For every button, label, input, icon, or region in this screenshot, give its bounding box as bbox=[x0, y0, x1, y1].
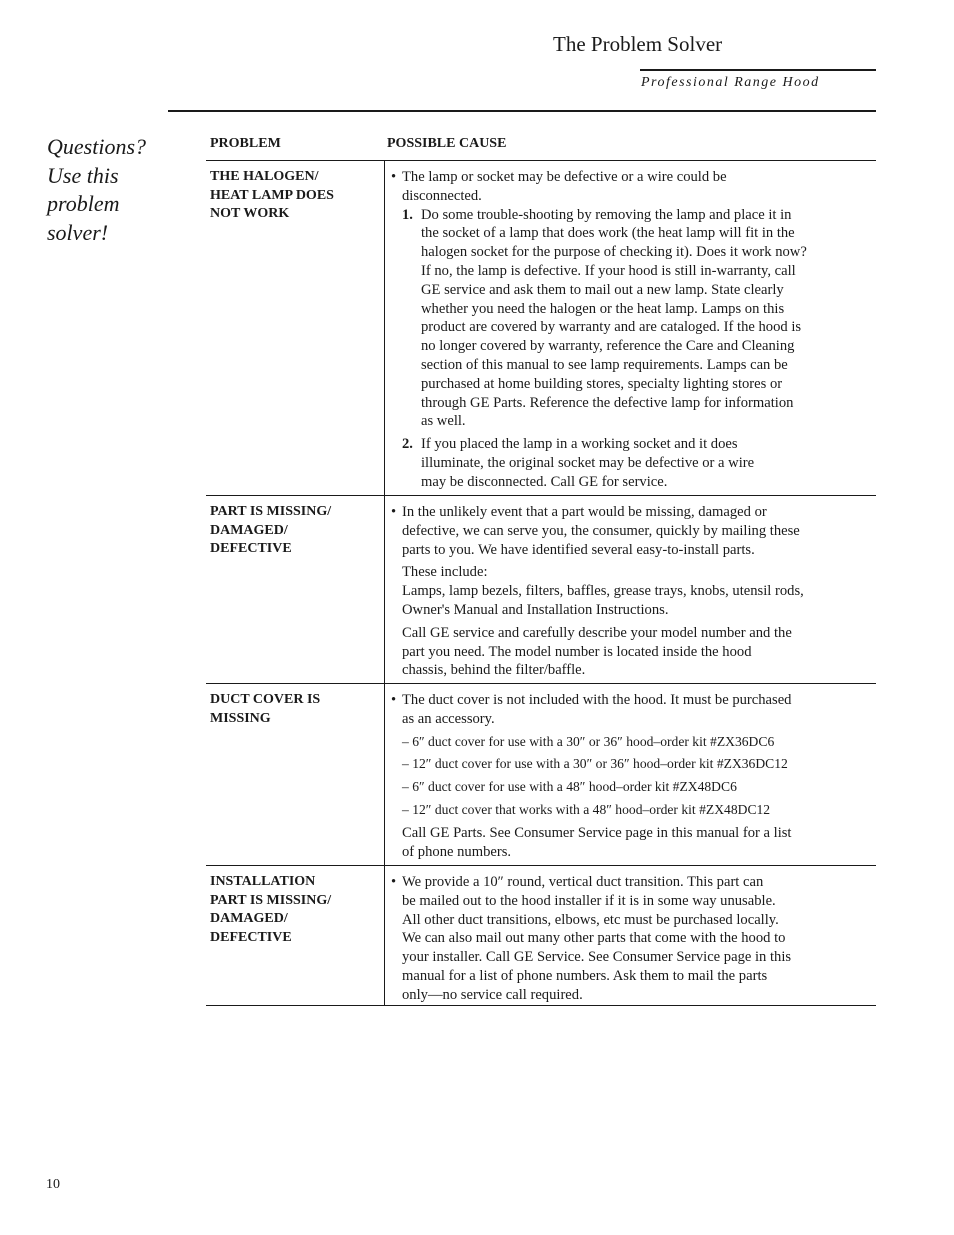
kit-item: – 12″ duct cover for use with a 30″ or 36″ hood–order kit #ZX36DC12 bbox=[402, 756, 788, 772]
cause-text: be mailed out to the hood installer if it is in some way unusable. bbox=[402, 892, 776, 909]
cause-bullet bbox=[391, 503, 870, 559]
cause-text: Call GE service and carefully describe your model number and the bbox=[402, 624, 792, 641]
step-text: purchased at home building stores, specialty lighting stores or bbox=[421, 375, 783, 392]
kit-item: – 6″ duct cover for use with a 48″ hood–order kit #ZX48DC6 bbox=[402, 779, 737, 795]
cause-text: only—no service call required. bbox=[402, 986, 583, 1003]
step-text: Do some trouble-shooting by removing the lamp and place it in bbox=[421, 206, 792, 223]
cause-text: parts to you. We have identified several easy-to-install parts. bbox=[402, 541, 755, 558]
cause-text: your installer. Call GE Service. See Consumer Service page in this bbox=[402, 949, 792, 966]
step-text: through GE Parts. Reference the defective lamp for information bbox=[421, 394, 794, 411]
side-heading-line: Questions? bbox=[47, 134, 146, 159]
step-text: product are covered by warranty and are cataloged. If the hood is bbox=[421, 319, 802, 336]
cause-text: The lamp or socket may be defective or a wire could be bbox=[402, 169, 727, 185]
problem-text: INSTALLATION bbox=[210, 874, 316, 889]
cause-cell bbox=[384, 684, 876, 865]
problem-text: DUCT COVER IS bbox=[210, 692, 321, 707]
cause-paragraph bbox=[391, 624, 870, 680]
step-text: If you placed the lamp in a working socket and it does bbox=[421, 436, 738, 453]
cause-bullet bbox=[391, 168, 870, 206]
bullet-icon: • bbox=[391, 169, 397, 185]
cause-text: In the unlikely event that a part would be missing, damaged or bbox=[402, 504, 767, 520]
step-number: 1. bbox=[402, 206, 413, 223]
table-row bbox=[206, 866, 876, 1006]
problem-text: DAMAGED/ bbox=[210, 522, 288, 538]
step-number: 2. bbox=[402, 436, 413, 453]
kit-item: – 12″ duct cover that works with a 48″ hood–order kit #ZX48DC12 bbox=[402, 801, 771, 817]
cause-text: as an accessory. bbox=[402, 710, 495, 727]
step-text: If no, the lamp is defective. If your hood is still in-warranty, call bbox=[421, 262, 796, 279]
numbered-step bbox=[391, 435, 870, 491]
bullet-icon: • bbox=[391, 692, 397, 708]
cause-cell bbox=[384, 866, 876, 1005]
step-text: as well. bbox=[421, 413, 466, 430]
step-text: illuminate, the original socket may be defective or a wire bbox=[421, 454, 755, 471]
problem-cell bbox=[206, 866, 384, 1005]
side-heading-line: solver! bbox=[47, 219, 109, 245]
step-text: the socket of a lamp that does work (the heat lamp will fit in the bbox=[421, 225, 795, 242]
cause-paragraph bbox=[391, 824, 870, 862]
page-number: 10 bbox=[46, 1177, 60, 1192]
header-rule bbox=[640, 69, 876, 71]
problem-text: DEFECTIVE bbox=[210, 541, 292, 557]
bullet-icon: • bbox=[391, 504, 397, 520]
bullet-icon: • bbox=[391, 874, 397, 890]
cause-text: manual for a list of phone numbers. Ask them to mail the parts bbox=[402, 967, 768, 984]
cause-text: Lamps, lamp bezels, filters, baffles, grease trays, knobs, utensil rods, bbox=[402, 583, 804, 600]
problem-cell bbox=[206, 684, 384, 865]
step-text: halogen socket for the purpose of checking it). Does it work now? bbox=[421, 244, 807, 261]
problem-text: DAMAGED/ bbox=[210, 911, 288, 927]
problem-cell bbox=[206, 496, 384, 683]
side-heading-line: Use this bbox=[47, 162, 119, 188]
problem-text: MISSING bbox=[210, 710, 271, 726]
step-text: section of this manual to see lamp requirements. Lamps can be bbox=[421, 356, 788, 373]
cause-text: part you need. The model number is located inside the hood bbox=[402, 643, 752, 660]
cause-text: defective, we can serve you, the consumer, quickly by mailing these bbox=[402, 522, 800, 539]
problem-text: DEFECTIVE bbox=[210, 929, 292, 945]
cause-bullet bbox=[391, 873, 870, 1005]
cause-paragraph bbox=[391, 563, 870, 619]
cause-text: Owner's Manual and Installation Instructions. bbox=[402, 601, 669, 618]
column-header-cause: POSSIBLE CAUSE bbox=[387, 136, 507, 151]
problem-text: PART IS MISSING/ bbox=[210, 892, 332, 908]
problem-text: PART IS MISSING/ bbox=[210, 504, 332, 519]
cause-bullet bbox=[391, 691, 870, 729]
cause-text: Call GE Parts. See Consumer Service page in this manual for a list bbox=[402, 824, 792, 841]
numbered-step bbox=[391, 206, 870, 432]
cause-text: chassis, behind the filter/baffle. bbox=[402, 662, 586, 679]
problem-text: NOT WORK bbox=[210, 206, 290, 222]
page-subtitle: Professional Range Hood bbox=[641, 75, 820, 90]
step-text: whether you need the halogen or the heat lamp. Lamps on this bbox=[421, 300, 785, 317]
side-heading-line: problem bbox=[47, 191, 120, 216]
column-header-problem: PROBLEM bbox=[210, 136, 281, 151]
problem-solver-table bbox=[206, 133, 876, 1006]
step-text: GE service and ask them to mail out a new lamp. State clearly bbox=[421, 281, 784, 298]
cause-cell bbox=[384, 161, 876, 495]
side-heading bbox=[47, 133, 167, 247]
kit-item: – 6″ duct cover for use with a 30″ or 36″ hood–order kit #ZX36DC6 bbox=[402, 733, 775, 749]
problem-cell bbox=[206, 161, 384, 495]
cause-text: disconnected. bbox=[402, 187, 482, 204]
table-row bbox=[206, 496, 876, 684]
table-header bbox=[206, 133, 876, 161]
cause-text: of phone numbers. bbox=[402, 843, 512, 860]
cause-cell bbox=[384, 496, 876, 683]
cause-text: All other duct transitions, elbows, etc must be purchased locally. bbox=[402, 911, 779, 928]
cause-text: These include: bbox=[402, 564, 488, 581]
page-title: The Problem Solver bbox=[553, 32, 723, 56]
step-text: no longer covered by warranty, reference the Care and Cleaning bbox=[421, 338, 795, 355]
cause-text: We provide a 10″ round, vertical duct transition. This part can bbox=[402, 874, 764, 890]
problem-text: HEAT LAMP DOES bbox=[210, 187, 334, 203]
cause-text: We can also mail out many other parts that come with the hood to bbox=[402, 930, 786, 947]
table-row bbox=[206, 684, 876, 866]
section-rule bbox=[168, 110, 876, 112]
step-text: may be disconnected. Call GE for service. bbox=[421, 473, 668, 490]
cause-text: The duct cover is not included with the hood. It must be purchased bbox=[402, 692, 792, 708]
table-row bbox=[206, 161, 876, 496]
problem-text: THE HALOGEN/ bbox=[210, 169, 319, 184]
